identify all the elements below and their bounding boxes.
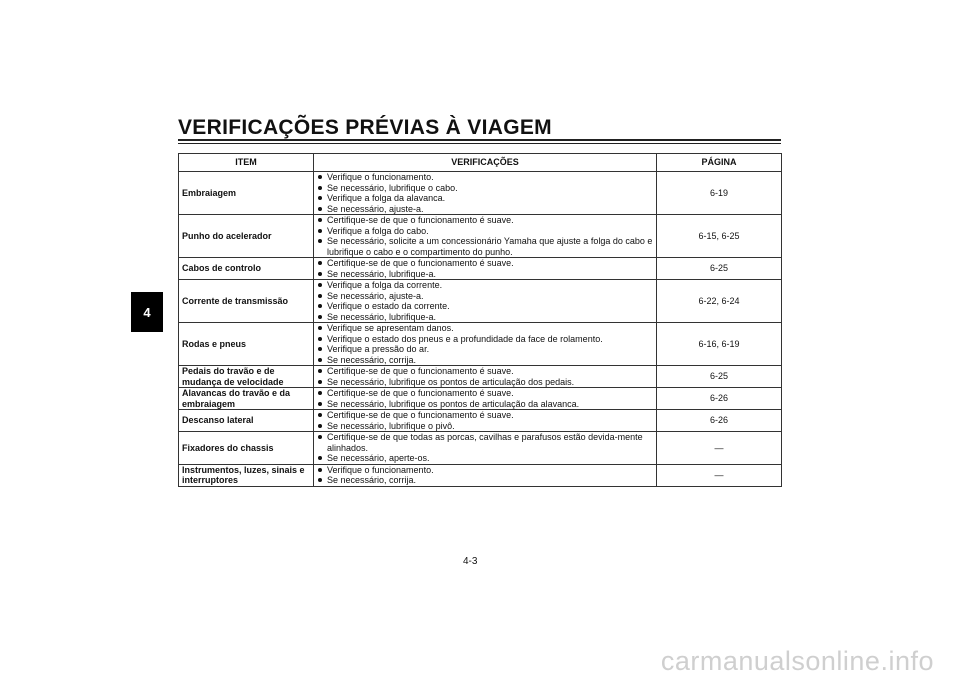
check-list (317, 388, 653, 409)
row-item: Alavancas do travão e da embraiagem (179, 388, 314, 410)
table-row (179, 280, 782, 323)
row-page: 6-22, 6-24 (657, 280, 782, 323)
table-row (179, 258, 782, 280)
title-rule (178, 139, 781, 141)
row-item: Pedais do travão e de mudança de velocidade (179, 366, 314, 388)
check-item: Se necessário, lubrifique o pivô. (317, 421, 653, 432)
check-item: Se necessário, lubrifique o cabo. (317, 183, 653, 194)
header-checks: VERIFICAÇÕES (314, 154, 657, 172)
row-checks (314, 172, 657, 215)
row-checks (314, 280, 657, 323)
check-item: Verifique a folga da corrente. (317, 280, 653, 291)
row-checks (314, 258, 657, 280)
check-item: Verifique o estado da corrente. (317, 301, 653, 312)
check-item: Se necessário, lubrifique os pontos de articulação dos pedais. (317, 377, 653, 388)
check-list (317, 323, 653, 365)
row-page: — (657, 432, 782, 465)
check-item: Verifique a pressão do ar. (317, 344, 653, 355)
check-item: Certifique-se de que o funcionamento é suave. (317, 215, 653, 226)
check-item: Se necessário, lubrifique os pontos de articulação da alavanca. (317, 399, 653, 410)
row-page: 6-26 (657, 388, 782, 410)
pre-ride-checks-table (178, 153, 782, 487)
check-item: Certifique-se de que todas as porcas, cavilhas e parafusos estão devida-mente alinhados. (317, 432, 653, 453)
table-row (179, 388, 782, 410)
row-item: Corrente de transmissão (179, 280, 314, 323)
check-item: Verifique a folga da alavanca. (317, 193, 653, 204)
check-item: Certifique-se de que o funcionamento é suave. (317, 366, 653, 377)
table-row (179, 172, 782, 215)
check-item: Se necessário, ajuste-a. (317, 291, 653, 302)
row-checks (314, 432, 657, 465)
page-number: 4-3 (463, 556, 478, 567)
row-checks (314, 366, 657, 388)
check-item: Se necessário, corrija. (317, 475, 653, 486)
page-title: VERIFICAÇÕES PRÉVIAS À VIAGEM (178, 116, 552, 139)
table-row (179, 432, 782, 465)
row-item: Rodas e pneus (179, 323, 314, 366)
check-item: Se necessário, corrija. (317, 355, 653, 366)
check-list (317, 465, 653, 486)
table-row (179, 323, 782, 366)
row-item: Cabos de controlo (179, 258, 314, 280)
check-list (317, 432, 653, 464)
row-page: 6-25 (657, 366, 782, 388)
check-item: Verifique se apresentam danos. (317, 323, 653, 334)
check-list (317, 410, 653, 431)
check-item: Verifique o estado dos pneus e a profundidade da face de rolamento. (317, 334, 653, 345)
row-item: Punho do acelerador (179, 215, 314, 258)
row-page: 6-15, 6-25 (657, 215, 782, 258)
title-rule-thin (178, 143, 781, 144)
chapter-tab: 4 (131, 292, 163, 332)
check-list (317, 215, 653, 257)
check-item: Certifique-se de que o funcionamento é suave. (317, 388, 653, 399)
row-page: 6-19 (657, 172, 782, 215)
header-item: ITEM (179, 154, 314, 172)
check-list (317, 366, 653, 387)
check-item: Se necessário, aperte-os. (317, 453, 653, 464)
check-list (317, 172, 653, 214)
table-row (179, 464, 782, 486)
check-item: Certifique-se de que o funcionamento é suave. (317, 410, 653, 421)
check-item: Se necessário, ajuste-a. (317, 204, 653, 215)
row-checks (314, 410, 657, 432)
check-item: Se necessário, lubrifique-a. (317, 269, 653, 280)
table-header-row (179, 154, 782, 172)
table-row (179, 215, 782, 258)
header-page: PÁGINA (657, 154, 782, 172)
row-checks (314, 388, 657, 410)
row-item: Embraiagem (179, 172, 314, 215)
check-item: Se necessário, solicite a um concessionário Yamaha que ajuste a folga do cabo e lubrifique o cabo e o compartimento do punho. (317, 236, 653, 257)
check-list (317, 258, 653, 279)
table-row (179, 410, 782, 432)
row-page: 6-16, 6-19 (657, 323, 782, 366)
row-checks (314, 464, 657, 486)
row-page: — (657, 464, 782, 486)
row-checks (314, 323, 657, 366)
row-item: Instrumentos, luzes, sinais e interruptores (179, 464, 314, 486)
check-list (317, 280, 653, 322)
check-item: Verifique o funcionamento. (317, 465, 653, 476)
check-item: Verifique o funcionamento. (317, 172, 653, 183)
check-item: Verifique a folga do cabo. (317, 226, 653, 237)
row-item: Fixadores do chassis (179, 432, 314, 465)
check-item: Certifique-se de que o funcionamento é suave. (317, 258, 653, 269)
check-item: Se necessário, lubrifique-a. (317, 312, 653, 323)
row-item: Descanso lateral (179, 410, 314, 432)
row-page: 6-25 (657, 258, 782, 280)
watermark: carmanualsonline.info (660, 646, 934, 676)
table-row (179, 366, 782, 388)
row-checks (314, 215, 657, 258)
row-page: 6-26 (657, 410, 782, 432)
table-body (179, 172, 782, 487)
